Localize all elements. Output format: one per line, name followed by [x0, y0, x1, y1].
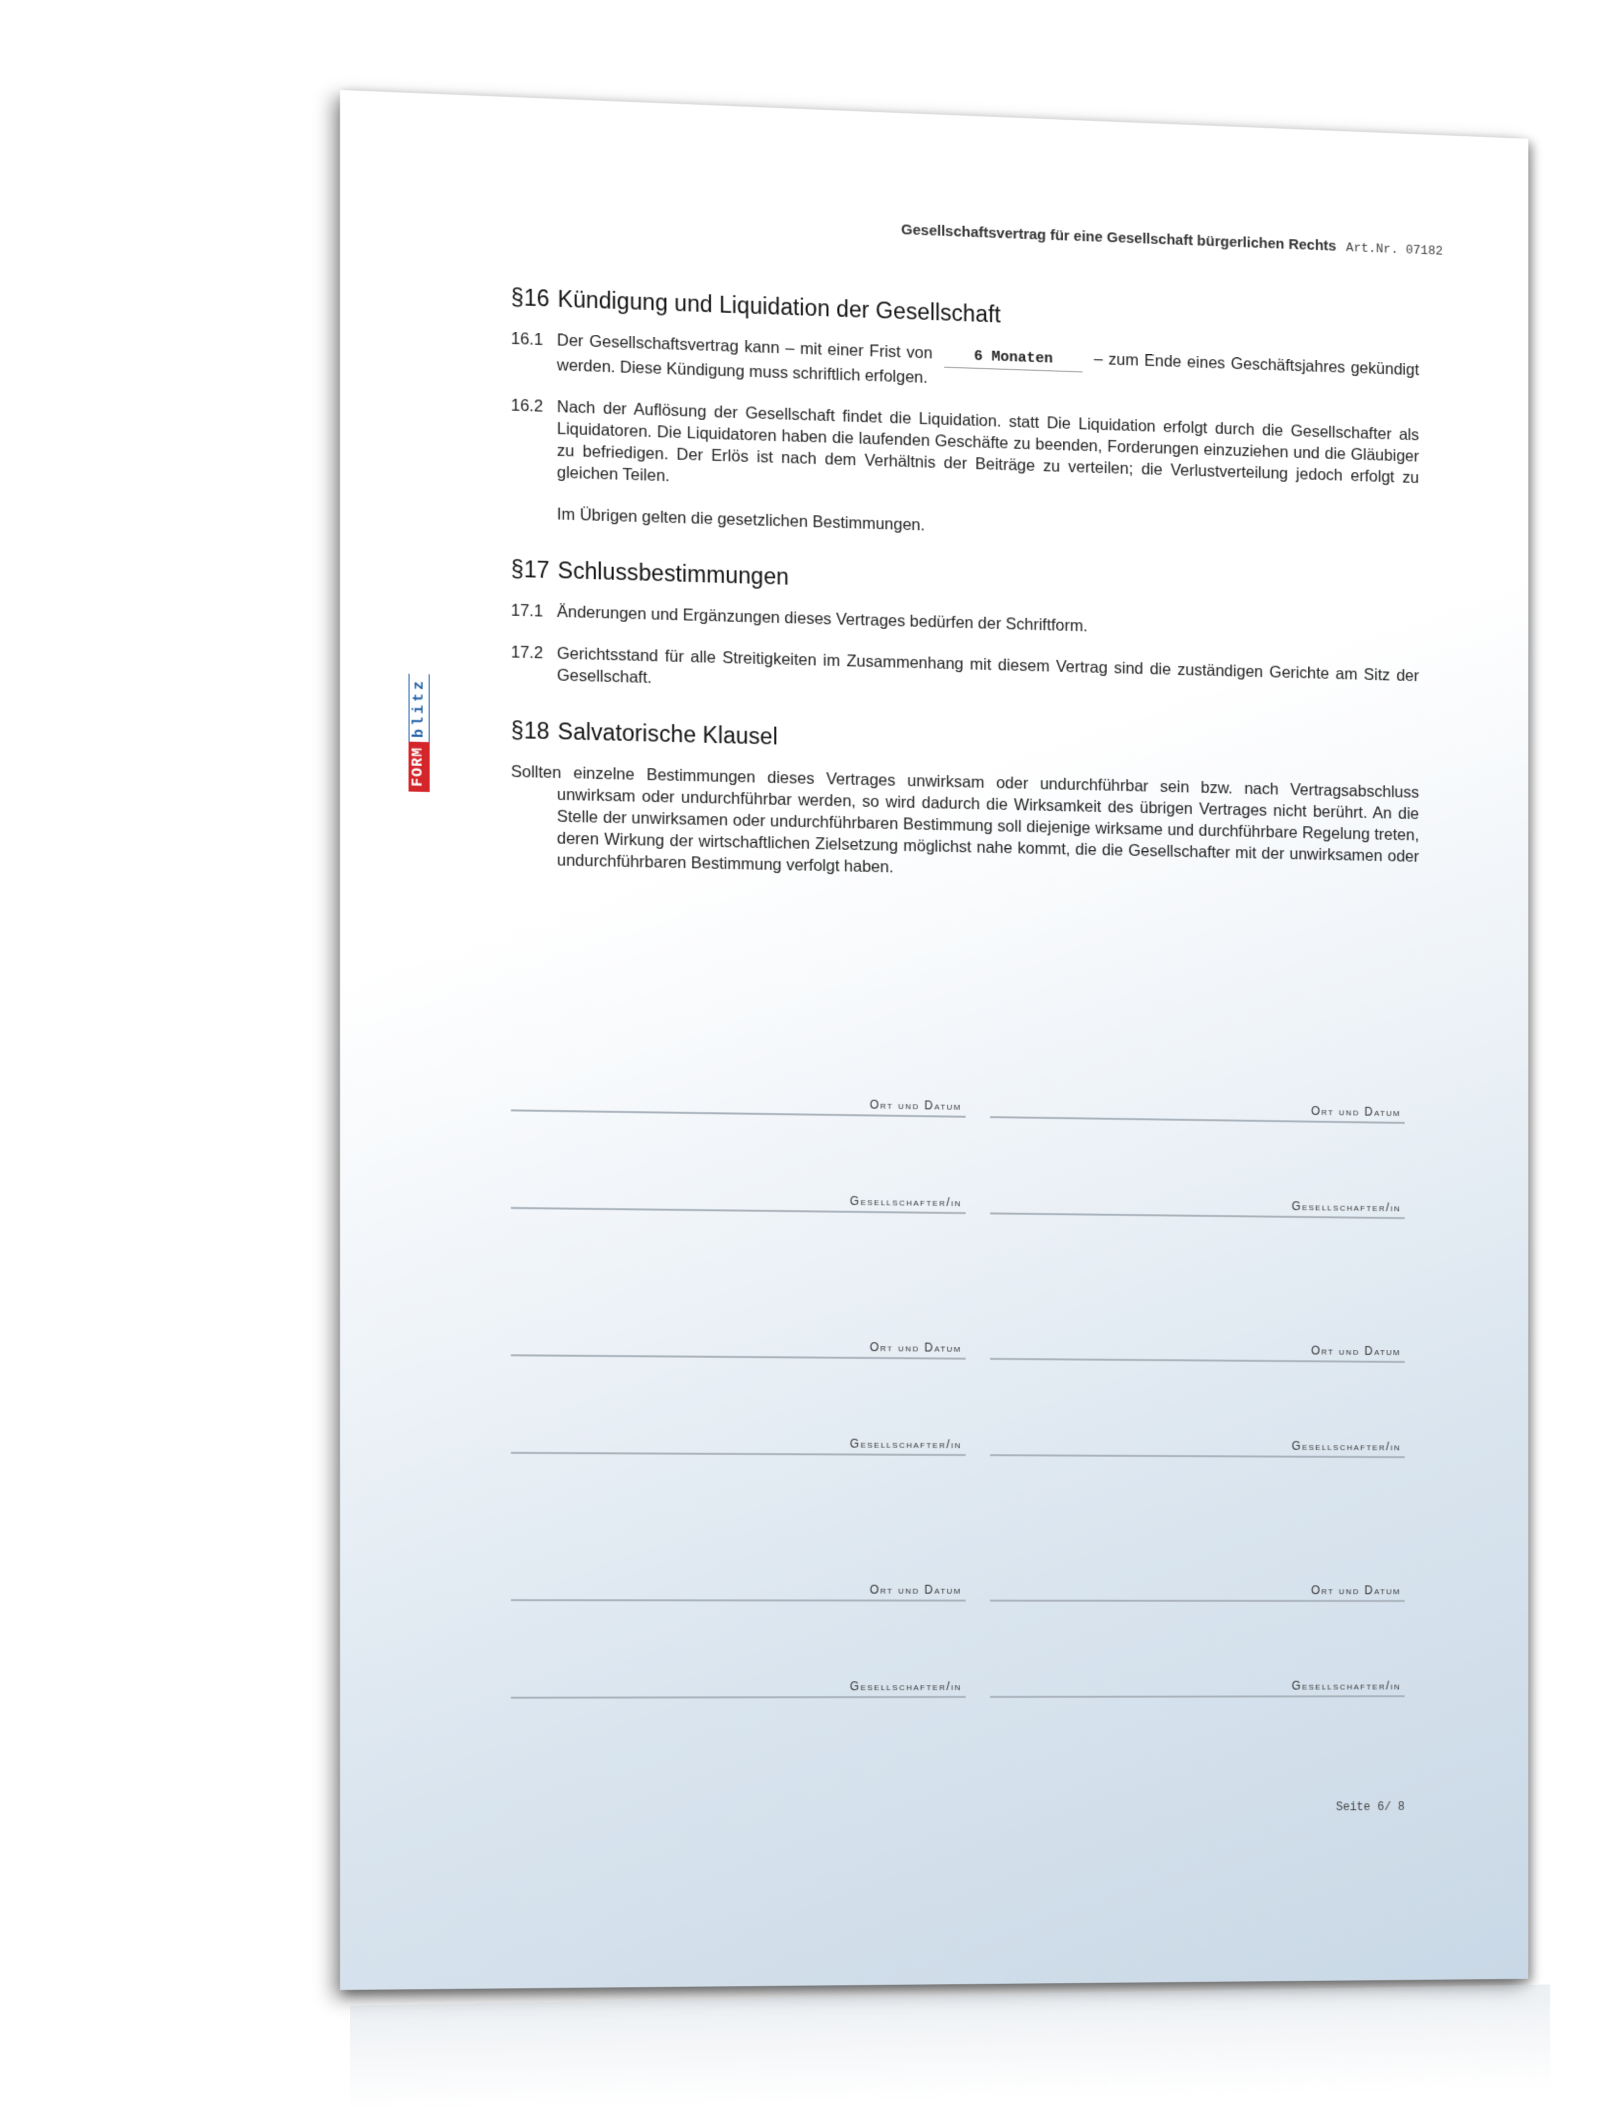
place-date-field[interactable]: Ort und Datum: [511, 1582, 966, 1601]
clause-17-1: [511, 600, 1419, 646]
clause-number: 16.2: [510, 396, 544, 416]
partner-signature-field[interactable]: Gesellschafter/in: [511, 1679, 966, 1698]
partner-signature-field[interactable]: Gesellschafter/in: [990, 1679, 1405, 1698]
place-date-field[interactable]: Ort und Datum: [990, 1341, 1405, 1363]
logo-form: FORM: [409, 742, 430, 792]
document-page: [340, 90, 1528, 1990]
page-header: [901, 221, 1443, 258]
section-18: [511, 719, 1419, 889]
page-number: Seite 6/ 8: [1335, 1800, 1405, 1815]
partner-signature-field[interactable]: Gesellschafter/in: [990, 1196, 1405, 1219]
clause-16-2-extra: Im Übrigen gelten die gesetzlichen Bestimmungen.: [556, 505, 925, 535]
clause-number: 16.1: [510, 329, 544, 349]
section-17: [510, 555, 1420, 708]
logo-blitz: blitz: [409, 674, 430, 742]
partner-signature-field[interactable]: Gesellschafter/in: [511, 1435, 966, 1456]
signature-row: [511, 1435, 1419, 1584]
partner-signature-field[interactable]: Gesellschafter/in: [990, 1437, 1405, 1458]
signature-row: [511, 1679, 1419, 1778]
signature-row: [511, 1092, 1419, 1200]
page-reflection: [350, 1985, 1550, 2110]
section-heading: §17 Schlussbestimmungen: [510, 555, 790, 590]
signature-row: [511, 1337, 1419, 1439]
clause-text: Nach der Auflösung der Gesellschaft findet die Liquidation. statt Die Liquidation erfolgt durch die Gesellschafter als Liquidatoren. Die Liquidatoren haben die laufenden Geschäfte zu beenden, Forderungen einzuziehen und die Gläubiger zu befriedigen. Der Erlös ist nach dem Verhältnis der Beiträge zu verteilen; die Verlustverteilung jedoch erfolgt zu gleichen Teilen.: [556, 398, 1420, 487]
clause-text: Sollten einzelne Bestimmungen dieses Vertrages unwirksam oder undurchführbar sein bzw. nach Vertragsabschluss unwirksam oder undurchführbar werden, so wird dadurch die Wirksamkeit des übrigen Vertrages nicht berührt. An die Stelle der unwirksamen oder undurchführbaren Bestimmung soll diejenige wirksame und durchführbare Regelung treten, deren Wirkung der wirtschaftlichen Zielsetzung möglichst nahe kommt, die die Gesellschafter mit der unwirksamen oder undurchführbaren Bestimmung verfolgt haben.: [510, 762, 1420, 877]
place-date-field[interactable]: Ort und Datum: [990, 1583, 1405, 1602]
section-heading: §16 Kündigung und Liquidation der Gesellschaft: [510, 284, 1001, 328]
signature-row: [511, 1190, 1419, 1345]
clause-text: Änderungen und Ergänzungen dieses Vertrages bedürfen der Schriftform.: [556, 602, 1088, 636]
signature-area: [511, 1092, 1419, 1777]
clause-16-2: [511, 395, 1419, 511]
notice-period-field[interactable]: 6 Monaten: [944, 345, 1082, 372]
clause-17-2: [511, 642, 1419, 709]
article-number: Art.Nr. 07182: [1346, 240, 1443, 259]
place-date-field[interactable]: Ort und Datum: [990, 1099, 1405, 1123]
place-date-field[interactable]: Ort und Datum: [511, 1092, 966, 1117]
place-date-field[interactable]: Ort und Datum: [511, 1337, 966, 1359]
signature-row: [511, 1582, 1419, 1680]
clause-16-1: [511, 328, 1419, 405]
document-title: Gesellschaftsvertrag für eine Gesellschaft bürgerlichen Rechts: [901, 221, 1337, 255]
section-16: [511, 286, 1419, 551]
document-body: [511, 286, 1419, 922]
section-heading: §18 Salvatorische Klausel: [510, 717, 778, 750]
clause-number: 17.1: [510, 601, 544, 621]
partner-signature-field[interactable]: Gesellschafter/in: [511, 1190, 966, 1214]
clause-text: Gerichtsstand für alle Streitigkeiten im Zusammenhang mit diesem Vertrag sind die zuständigen Gerichte am Sitz der Gesellschaft.: [556, 644, 1420, 687]
clause-text: Der Gesellschaftsvertrag kann – mit einer Frist von 6 Monaten – zum Ende eines Geschäftsjahres gekündigt werden. Diese Kündigung muss schriftlich erfolgen.: [556, 331, 1420, 387]
formblitz-logo: [409, 674, 430, 792]
clause-number: 17.2: [510, 643, 544, 663]
